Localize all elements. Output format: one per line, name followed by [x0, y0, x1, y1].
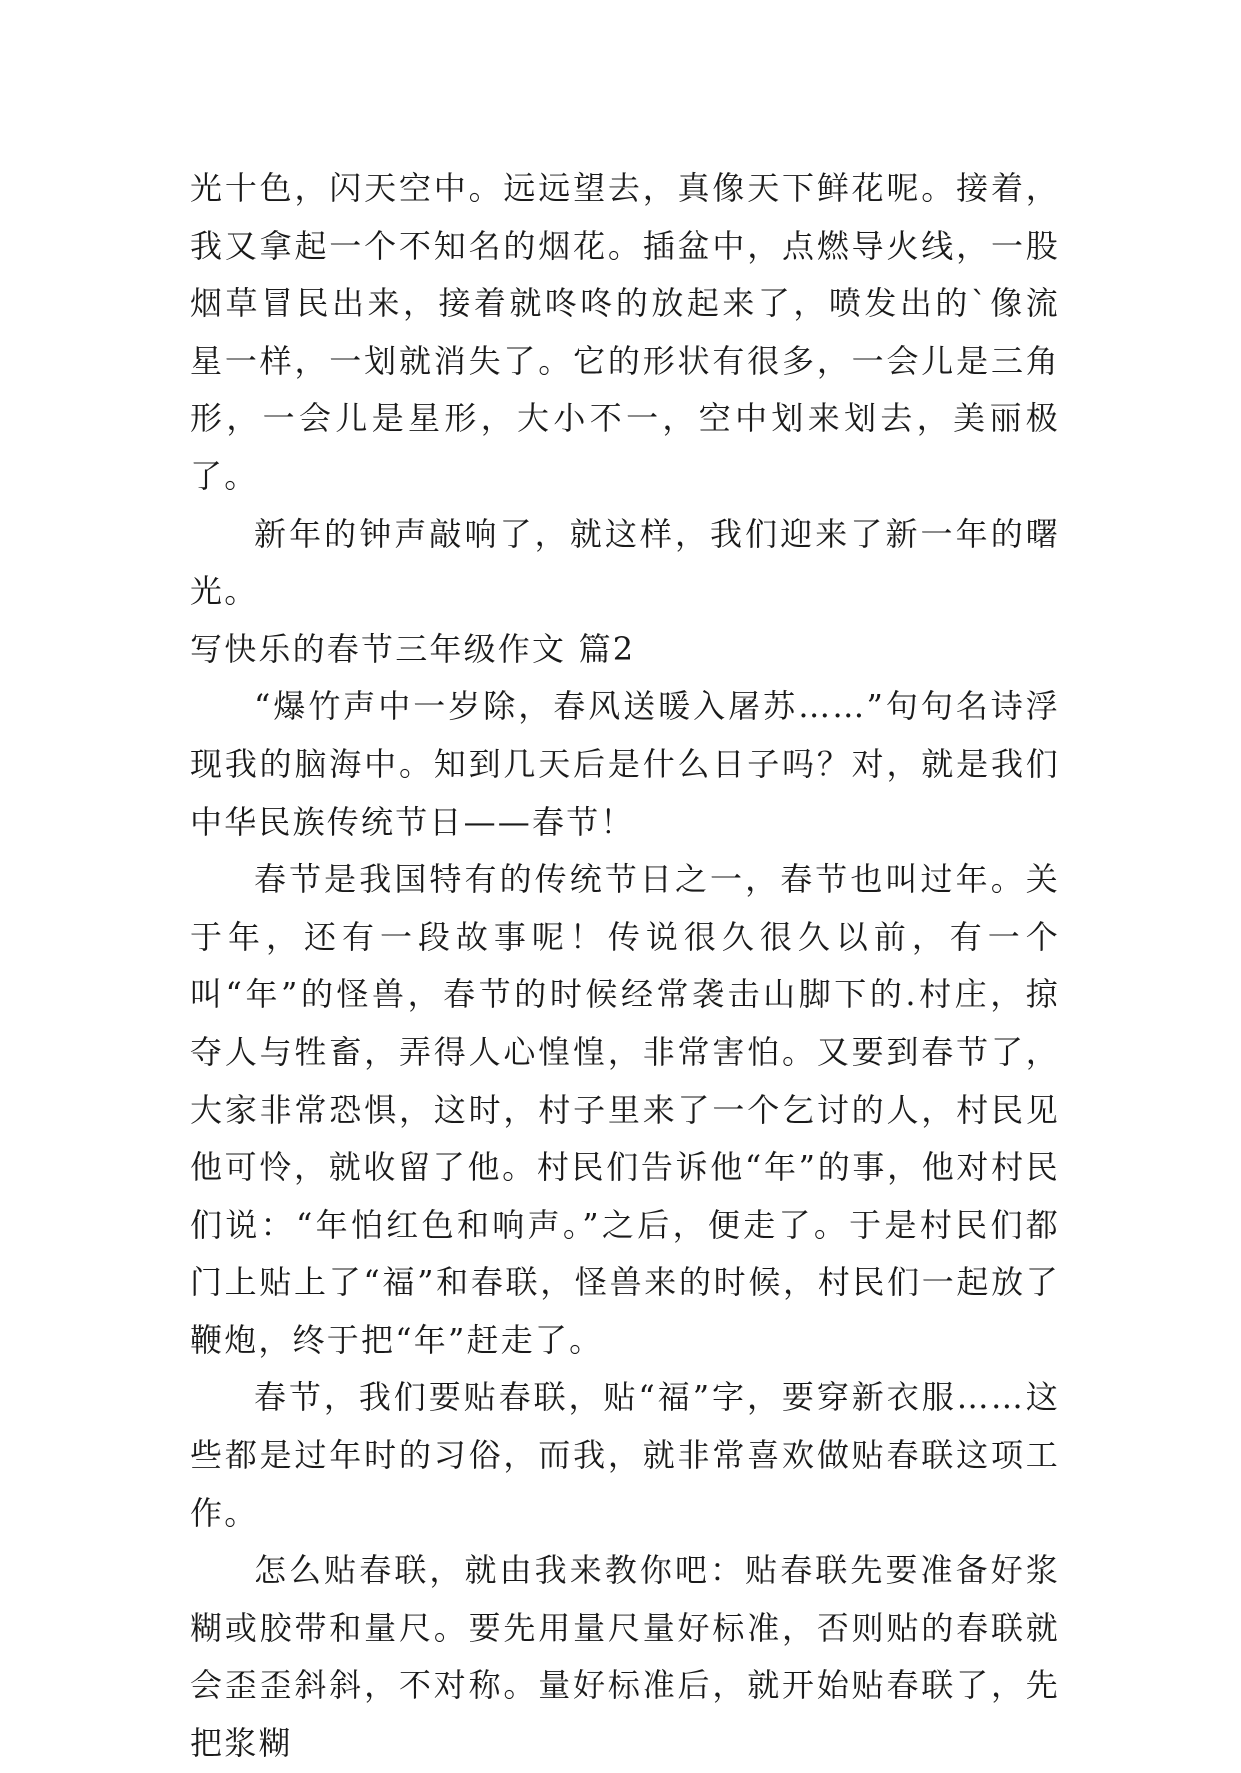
- essay-body: [190, 160, 1060, 1773]
- paragraph-5: 春节，我们要贴春联，贴“福”字，要穿新衣服……这些都是过年时的习俗，而我，就非常喜欢做贴春联这项工作。: [190, 1378, 1060, 1532]
- paragraph-3: “爆竹声中一岁除，春风送暖入屠苏……”句句名诗浮现我的脑海中。知到几天后是什么日子吗？对，就是我们中华民族传统节日——春节！: [190, 687, 1060, 841]
- paragraph-1: 光十色，闪天空中。远远望去，真像天下鲜花呢。接着，我又拿起一个不知名的烟花。插盆中，点燃导火线，一股烟草冒民出来，接着就咚咚的放起来了，喷发出的`像流星一样，一划就消失了。它的形状有很多，一会儿是三角形，一会儿是星形，大小不一，空中划来划去，美丽极了。: [190, 169, 1060, 495]
- paragraph-2: 新年的钟声敲响了，就这样，我们迎来了新一年的曙光。: [190, 514, 1060, 611]
- paragraph-6: 怎么贴春联，就由我来教你吧：贴春联先要准备好浆糊或胶带和量尺。要先用量尺量好标准，否则贴的春联就会歪歪斜斜，不对称。量好标准后，就开始贴春联了，先把浆糊: [190, 1551, 1060, 1763]
- essay-title: 写快乐的春节三年级作文 篇2: [190, 629, 636, 668]
- paragraph-4: 春节是我国特有的传统节日之一，春节也叫过年。关于年，还有一段故事呢！传说很久很久以前，有一个叫“年”的怪兽，春节的时候经常袭击山脚下的.村庄，掠夺人与牲畜，弄得人心惶惶，非常害怕。又要到春节了，大家非常恐惧，这时，村子里来了一个乞讨的人，村民见他可怜，就收留了他。村民们告诉他“年”的事，他对村民们说：“年怕红色和响声。”之后，便走了。于是村民们都门上贴上了“福”和春联，怪兽来的时候，村民们一起放了鞭炮，终于把“年”赶走了。: [190, 860, 1060, 1359]
